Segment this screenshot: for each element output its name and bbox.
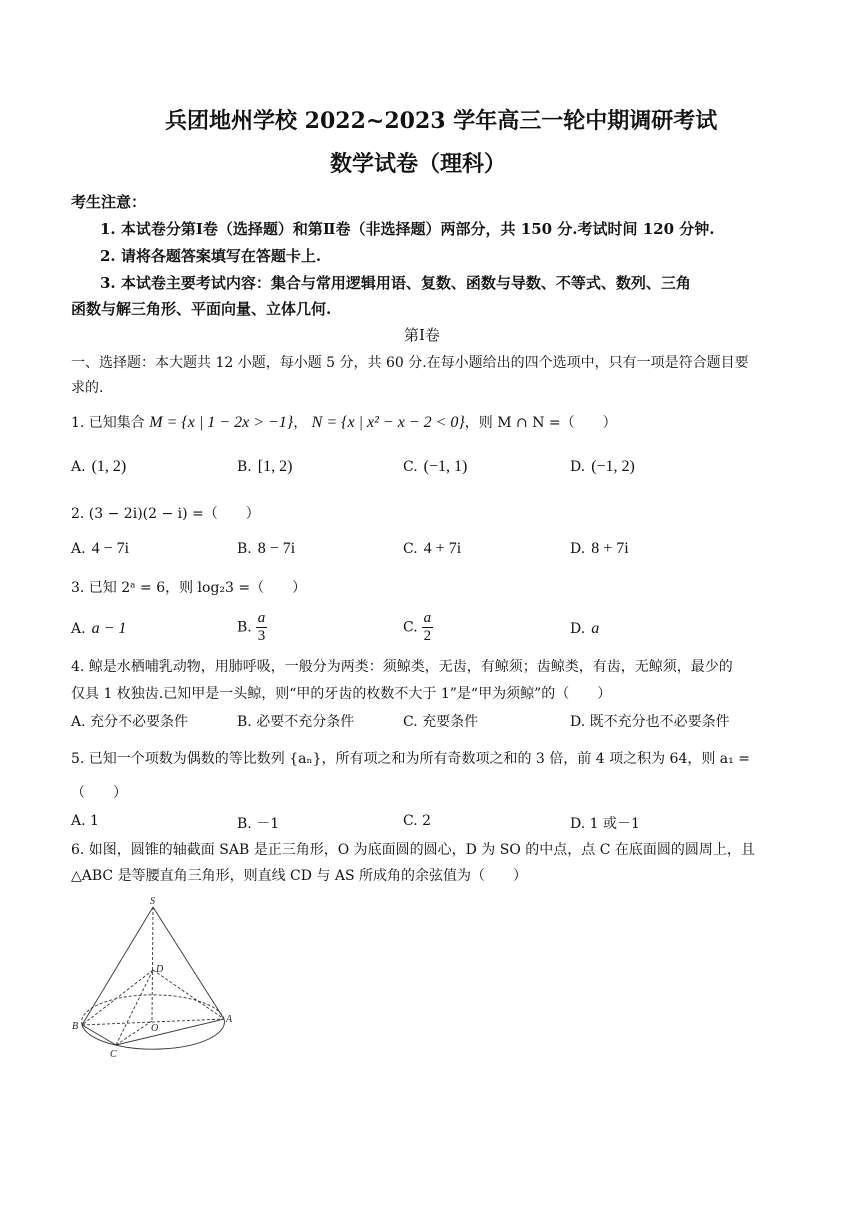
option-value: 充要条件: [422, 714, 479, 730]
q4-option-c[interactable]: [403, 711, 478, 731]
label-d: D: [156, 964, 164, 975]
question-5-line2: （ ）: [71, 785, 127, 801]
q2-option-c[interactable]: [403, 540, 461, 558]
q3-option-b[interactable]: [237, 610, 267, 645]
q3-option-d[interactable]: [570, 620, 599, 638]
option-value: a − 1: [91, 620, 127, 637]
option-label: D.: [570, 541, 586, 557]
option-label: A.: [71, 621, 86, 637]
q5-option-a[interactable]: [71, 813, 99, 829]
q3-option-c[interactable]: [403, 610, 433, 645]
q2-option-a[interactable]: [71, 540, 129, 558]
option-label: B.: [237, 541, 252, 557]
q1-option-b[interactable]: [237, 458, 292, 476]
question-4-line1: 4. 鲸是水栖哺乳动物，用肺呼吸，一般分为两类：须鲸类，无齿，有鲸须；齿鲸类，有齿，无鲸须，最少的: [71, 659, 733, 675]
q1-option-a[interactable]: [71, 458, 126, 476]
label-b: B: [72, 1021, 79, 1032]
fraction-denominator: 2: [423, 628, 432, 644]
option-label: A.: [71, 714, 86, 730]
option-value: [1, 2): [257, 458, 293, 475]
exam-title: 兵团地州学校 2022~2023 学年高三一轮中期调研考试: [165, 108, 718, 134]
cone-figure: [66, 895, 246, 1065]
option-value: 2: [422, 813, 432, 829]
option-label: B.: [237, 459, 252, 475]
question-6-line2: △ABC 是等腰直角三角形，则直线 CD 与 AS 所成角的余弦值为（ ）: [71, 868, 528, 884]
option-value: (1, 2): [91, 458, 127, 475]
option-label: C.: [403, 459, 418, 475]
question-2: 2. (3 − 2i)(2 − i) =（ ）: [71, 506, 260, 522]
q5-option-c[interactable]: [403, 813, 431, 829]
q1-prefix: 1. 已知集合: [71, 415, 145, 431]
label-s: S: [150, 896, 155, 907]
q1-set-m: M = {x | 1 − 2x > −1}: [149, 414, 294, 431]
q1-set-n: N = {x | x² − x − 2 < 0}: [311, 414, 465, 431]
option-label: B.: [237, 816, 252, 832]
q1-option-d[interactable]: [570, 458, 635, 476]
option-label: D.: [570, 714, 586, 730]
q3-option-a[interactable]: [71, 620, 126, 638]
notice-item-2: 2. 请将各题答案填写在答题卡上.: [100, 247, 322, 265]
fraction-numerator: a: [257, 610, 266, 626]
q5-option-d[interactable]: [570, 813, 640, 833]
option-label: B.: [237, 619, 252, 636]
option-value: a: [591, 620, 600, 637]
option-value: 8 + 7i: [591, 540, 629, 557]
fraction-denominator: 3: [257, 628, 266, 644]
question-6-line1: 6. 如图，圆锥的轴截面 SAB 是正三角形，O 为底面圆的圆心，D 为 SO 的中点，点 C 在底面圆的圆周上，且: [71, 842, 755, 858]
option-label: D.: [570, 621, 586, 637]
label-c: C: [110, 1049, 117, 1060]
question-4-line2: 仅具 1 枚独齿.已知甲是一头鲸，则“甲的牙齿的枚数不大于 1”是“甲为须鲸”的（ ）: [71, 686, 612, 702]
question-3: 3. 已知 2ᵃ = 6，则 log₂3 =（ ）: [71, 580, 307, 596]
option-value: 4 − 7i: [91, 540, 130, 557]
q2-option-d[interactable]: [570, 540, 629, 558]
option-label: C.: [403, 541, 418, 557]
option-label: B.: [237, 714, 252, 730]
q1-option-c[interactable]: [403, 458, 467, 476]
option-label: C.: [403, 813, 418, 829]
option-label: A.: [71, 813, 86, 829]
option-value: 8 − 7i: [257, 540, 296, 557]
option-label: A.: [71, 541, 86, 557]
exam-subtitle: 数学试卷（理科）: [330, 151, 507, 177]
option-value: 既不充分也不必要条件: [589, 714, 730, 730]
option-value: 4 + 7i: [423, 540, 462, 557]
section-intro-line1: 一、选择题：本大题共 12 小题，每小题 5 分，共 60 分.在每小题给出的四个选项中，只有一项是符合题目要: [71, 355, 749, 371]
option-label: D.: [570, 816, 586, 832]
option-value: (−1, 1): [423, 458, 468, 475]
option-label: A.: [71, 459, 86, 475]
fraction-numerator: a: [423, 610, 432, 626]
notice-item-1: 1. 本试卷分第Ⅰ卷（选择题）和第Ⅱ卷（非选择题）两部分，共 150 分.考试时间 120 分钟.: [100, 220, 715, 238]
axis-so: [152, 907, 153, 1021]
q4-option-d[interactable]: [570, 711, 730, 731]
q1-suffix: ，则 M ∩ N =（ ）: [464, 415, 617, 431]
q5-option-b[interactable]: [237, 813, 279, 833]
q4-option-a[interactable]: [71, 711, 188, 731]
cone-edge-sa: [153, 907, 224, 1019]
question-5-line1: 5. 已知一个项数为偶数的等比数列 {aₙ}，所有项之和为所有奇数项之和的 3 倍，前 4 项之积为 64，则 a₁ =: [71, 751, 750, 767]
q2-option-b[interactable]: [237, 540, 295, 558]
segment-db: [82, 970, 153, 1025]
label-o: O: [151, 1023, 159, 1034]
option-value: 充分不必要条件: [90, 714, 189, 730]
option-label: D.: [570, 459, 586, 475]
section-intro-line2: 求的.: [71, 380, 104, 396]
q1-separator: ，: [293, 415, 308, 431]
option-value: 1: [90, 813, 99, 829]
question-1: [71, 412, 617, 432]
option-label: C.: [403, 619, 418, 636]
fraction: [256, 610, 268, 645]
fraction: [422, 610, 434, 645]
option-value: 1 或－1: [589, 816, 640, 832]
q4-option-b[interactable]: [237, 711, 354, 731]
notice-item-3-line1: 3. 本试卷主要考试内容：集合与常用逻辑用语、复数、函数与导数、不等式、数列、三角: [100, 274, 691, 292]
segment-co: [116, 1021, 152, 1045]
option-value: 必要不充分条件: [256, 714, 355, 730]
section-title: 第Ⅰ卷: [404, 326, 440, 344]
option-value: －1: [256, 816, 280, 832]
segment-cd: [116, 970, 153, 1045]
base-back-arc: [82, 995, 224, 1025]
segment-da: [153, 970, 224, 1019]
label-a: A: [226, 1014, 233, 1025]
notice-heading: 考生注意：: [71, 193, 147, 211]
notice-item-3-line2: 函数与解三角形、平面向量、立体几何.: [71, 300, 332, 318]
option-label: C.: [403, 714, 418, 730]
option-value: (−1, 2): [591, 458, 635, 475]
segment-bc: [82, 1025, 116, 1045]
